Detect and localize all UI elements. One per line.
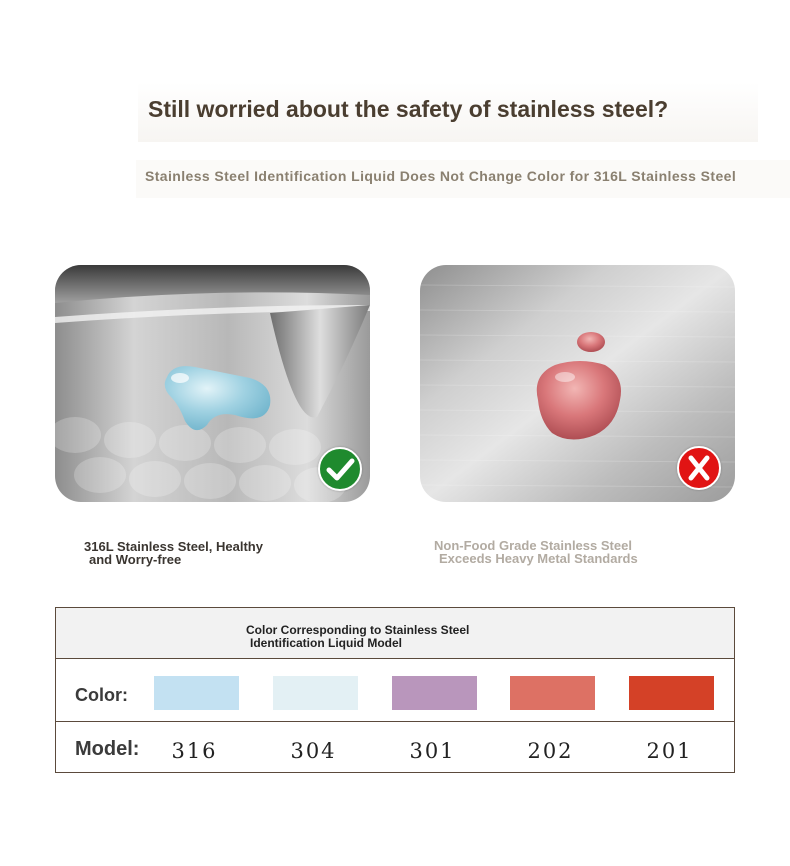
caption-non-food-grade (434, 539, 638, 565)
x-mark-badge (677, 446, 721, 490)
table-header-line1: Color Corresponding to Stainless Steel (246, 623, 470, 637)
color-model-table (55, 607, 735, 773)
checkmark-icon (320, 449, 360, 489)
headline: Still worried about the safety of stainless steel? (148, 96, 669, 122)
red-liquid-droplet-small (577, 332, 605, 352)
model-number-304: 304 (290, 739, 337, 763)
table-header-line2: Identification Liquid Model (250, 636, 402, 650)
color-swatch-301 (392, 676, 477, 710)
model-number-202: 202 (527, 739, 574, 763)
model-number-316: 316 (171, 739, 218, 763)
model-number-201: 201 (646, 739, 693, 763)
caption-316l-line1: 316L Stainless Steel, Healthy (84, 539, 263, 554)
color-row-label: Color: (75, 685, 128, 705)
row-divider (56, 721, 734, 722)
table-header-text (246, 624, 469, 650)
color-swatch-316 (154, 676, 239, 710)
color-swatch-304 (273, 676, 358, 710)
caption-non-food-grade-line1: Non-Food Grade Stainless Steel (434, 538, 632, 553)
caption-316l (84, 540, 263, 566)
subheadline: Stainless Steel Identification Liquid Does Not Change Color for 316L Stainless Steel (145, 168, 737, 184)
checkmark-badge (318, 447, 362, 491)
caption-non-food-grade-line2: Exceeds Heavy Metal Standards (439, 551, 638, 566)
model-number-301: 301 (409, 739, 456, 763)
model-row-label: Model: (75, 738, 140, 760)
color-swatch-201 (629, 676, 714, 710)
x-mark-icon (679, 448, 719, 488)
caption-316l-line2: and Worry-free (89, 552, 182, 567)
color-swatch-202 (510, 676, 595, 710)
